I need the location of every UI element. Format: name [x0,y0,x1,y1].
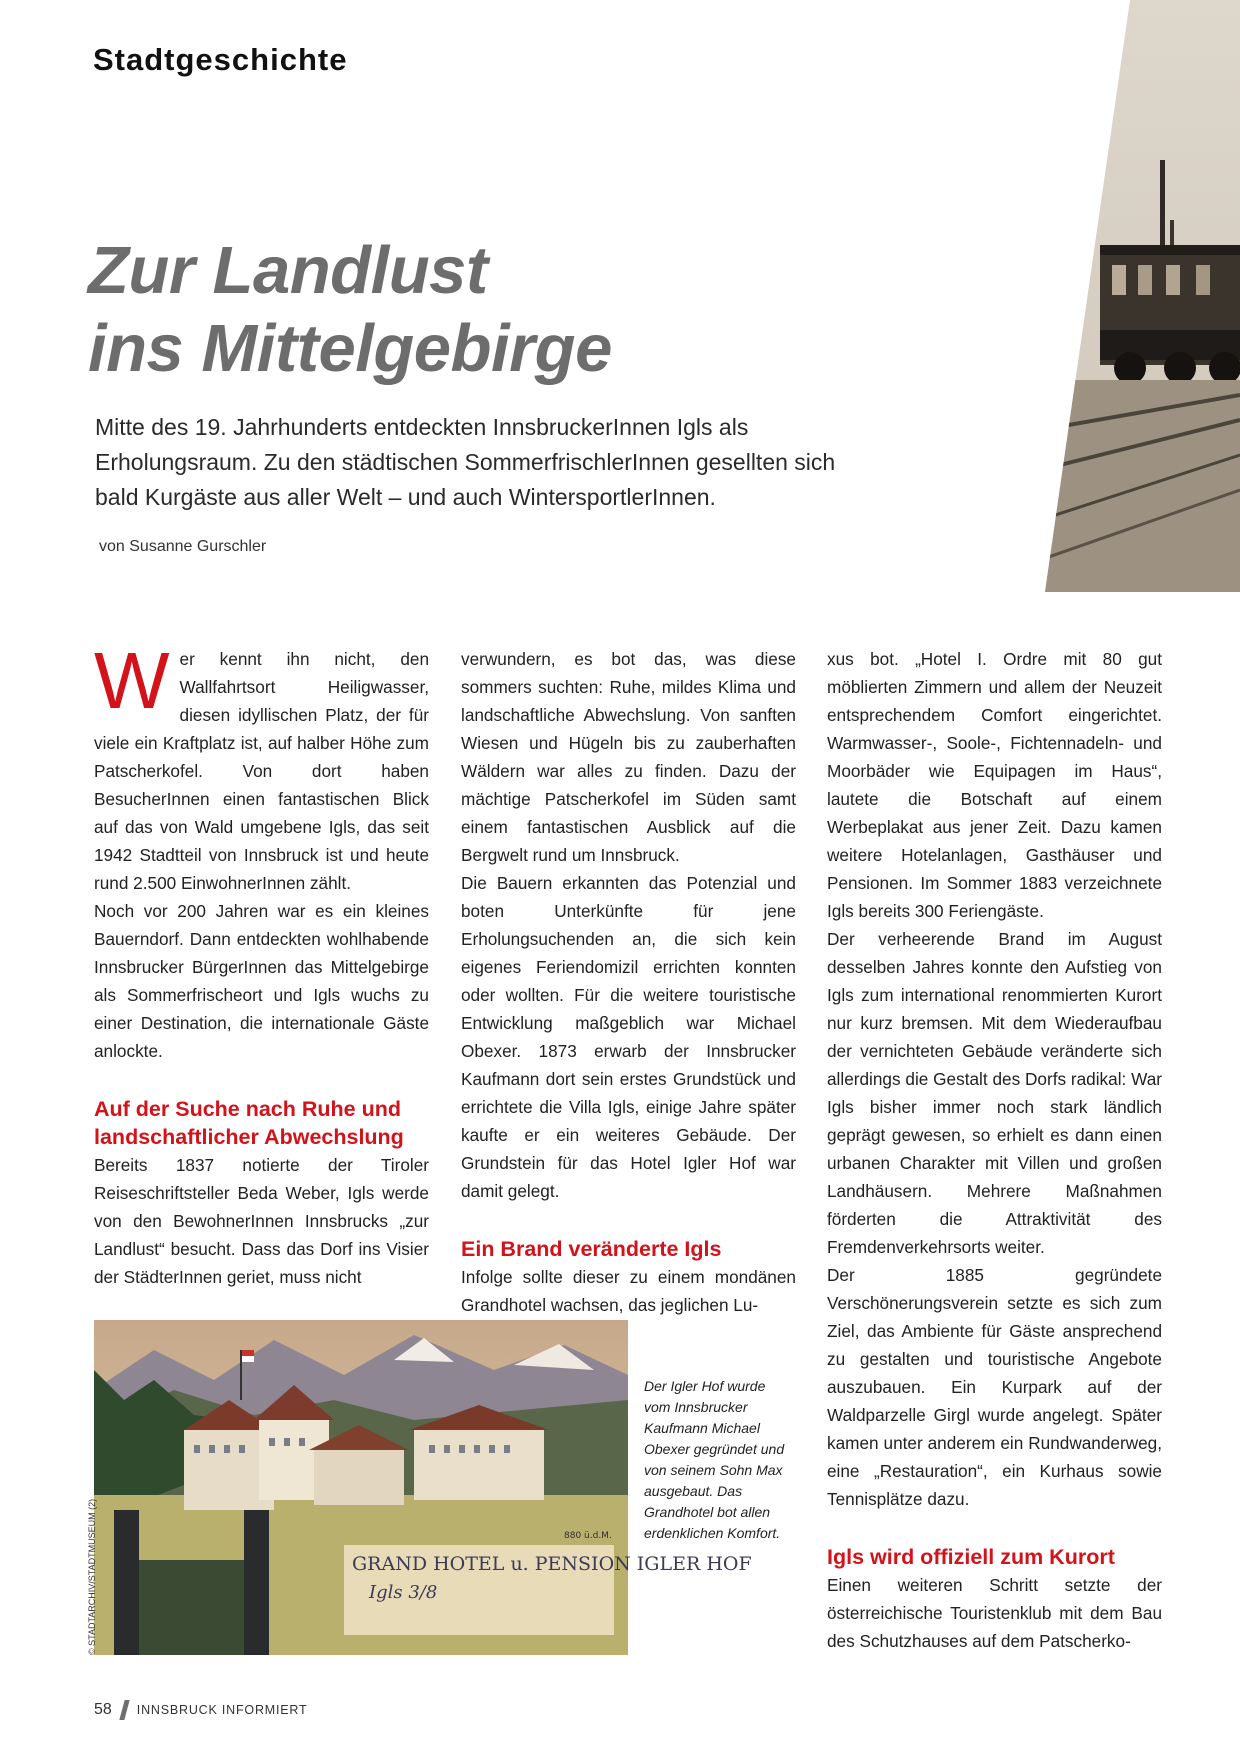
section-label: Stadtgeschichte [93,42,348,77]
paragraph-text: er kennt ihn nicht, den Wallfahrtsort Heiligwasser, diesen idyllischen Platz, der für viele ein Kraftplatz ist, auf halber Höhe zum Patscherkofel. Von dort haben BesucherInnen einen fantastischen Blick auf das von Wald umgebene Igls, das seit 1942 Stadtteil von Innsbruck ist und heute rund 2.500 EinwohnerInnen zählt. [94,649,429,893]
image-caption: Der Igler Hof wurde vom Innsbrucker Kaufmann Michael Obexer gegründet und von seinem Sohn Max ausgebaut. Das Grandhotel bot allen erdenklichen Komfort. [644,1378,785,1541]
historic-train-photo [1040,0,1240,592]
photo-credit: © STADTARCHIV/STADTMUSEUM (2) [87,1498,97,1655]
subheading: Auf der Suche nach Ruhe und landschaftlicher Abwechslung [94,1097,404,1149]
byline: von Susanne Gurschler [99,538,267,555]
postcard-handwriting: Igls 3/8 [369,1582,438,1603]
text-column-2 [461,645,796,1319]
paragraph [94,636,429,897]
paragraph: Bereits 1837 notierte der Tiroler Reiseschriftsteller Beda Weber, Igls werde von den BewohnerInnen Innsbrucks „zur Landlust“ besucht. Dass das Dorf ins Visier der StädterInnen geriet, muss nicht [94,1155,429,1287]
paragraph: Infolge sollte dieser zu einem mondänen Grandhotel wachsen, das jeglichen Lu- [461,1267,796,1315]
page-footer [94,1700,307,1720]
postcard-altitude: 880 ü.d.M. [564,1531,612,1541]
paragraph: xus bot. „Hotel I. Ordre mit 80 gut möblierten Zimmern und allem der Neuzeit entsprechendem Comfort eingerichtet. Warmwasser-, Soole-, Fichtennadeln- und Moorbäder wie Equipagen im Haus“, lautete die Botschaft auf einem Werbeplakat aus jener Zeit. Dazu kamen weitere Hotelanlagen, Gasthäuser und Pensionen. Im Sommer 1883 verzeichnete Igls bereits 300 Feriengäste. [827,649,1162,921]
paragraph: Der 1885 gegründete Verschönerungsverein setzte es sich zum Ziel, das Ambiente für Gäste ansprechend zu gestalten und touristische Angebote auszubauen. Ein Kurpark auf der Waldparzelle Girgl wurde angelegt. Später kamen unter anderem ein Rundwanderweg, eine „Restauration“, ein Kurhaus sowie Tennisplätze dazu. [827,1265,1162,1509]
subheading: Igls wird offiziell zum Kurort [827,1545,1115,1569]
magazine-name: INNSBRUCK INFORMIERT [136,1703,308,1717]
paragraph: Die Bauern erkannten das Potenzial und boten Unterkünfte für jene Erholungsuchenden an, die sich kein eigenes Feriendomizil errichten konnten oder wollten. Für die weitere touristische Entwicklung maßgeblich war Michael Obexer. 1873 erwarb der Innsbrucker Kaufmann dort sein erstes Grundstück und errichtete die Villa Igls, einige Jahre später kaufte er ein weiteres Gebäude. Der Grundstein für das Hotel Igler Hof war damit gelegt. [461,873,796,1201]
paragraph: verwundern, es bot das, was diese sommers suchten: Ruhe, mildes Klima und landschaftliche Abwechslung. Von sanften Wiesen und Hügeln bis zu zauberhaften Wäldern war alles zu finden. Dazu der mächtige Patscherkofel im Süden samt einem fantastischen Ausblick auf die Bergwelt rund um Innsbruck. [461,649,796,865]
page-number: 58 [94,1701,112,1718]
postcard-sign: GRAND HOTEL u. PENSION IGLER HOF [352,1553,752,1575]
paragraph: Einen weiteren Schritt setzte der österreichische Touristenklub mit dem Bau des Schutzhauses auf dem Patscherko- [827,1575,1162,1651]
paragraph: Der verheerende Brand im August desselben Jahres konnte den Aufstieg von Igls zum international renommierten Kurort nur kurz bremsen. Mit dem Wiederaufbau der vernichteten Gebäude veränderte sich allerdings die Gestalt des Dorfs radikal: War Igls bisher immer noch stark ländlich geprägt gewesen, so erhielt es dann einen urbanen Charakter mit Villen und großen Landhäusern. Mehrere Maßnahmen förderten die Attraktivität des Fremdenverkehrsorts weiter. [827,929,1162,1257]
article-title [88,232,612,388]
footer-slash [119,1700,129,1720]
title-line-1: Zur Landlust [88,233,488,308]
text-column-3 [827,645,1162,1655]
text-column-1 [94,636,429,1291]
drop-cap: W [94,636,170,725]
subheading: Ein Brand veränderte Igls [461,1237,722,1261]
paragraph: Noch vor 200 Jahren war es ein kleines Bauerndorf. Dann entdeckten wohlhabende Innsbrucker BürgerInnen das Mittelgebirge als Sommerfrischeort und Igls wuchs zu einer Destination, die internationale Gäste anlockte. [94,901,429,1061]
title-line-2: ins Mittelgebirge [88,311,612,386]
lead-paragraph: Mitte des 19. Jahrhunderts entdeckten InnsbruckerInnen Igls als Erholungsraum. Zu den städtischen SommerfrischlerInnen gesellten sich bald Kurgäste aus aller Welt – und auch WintersportlerInnen. [95,414,836,510]
